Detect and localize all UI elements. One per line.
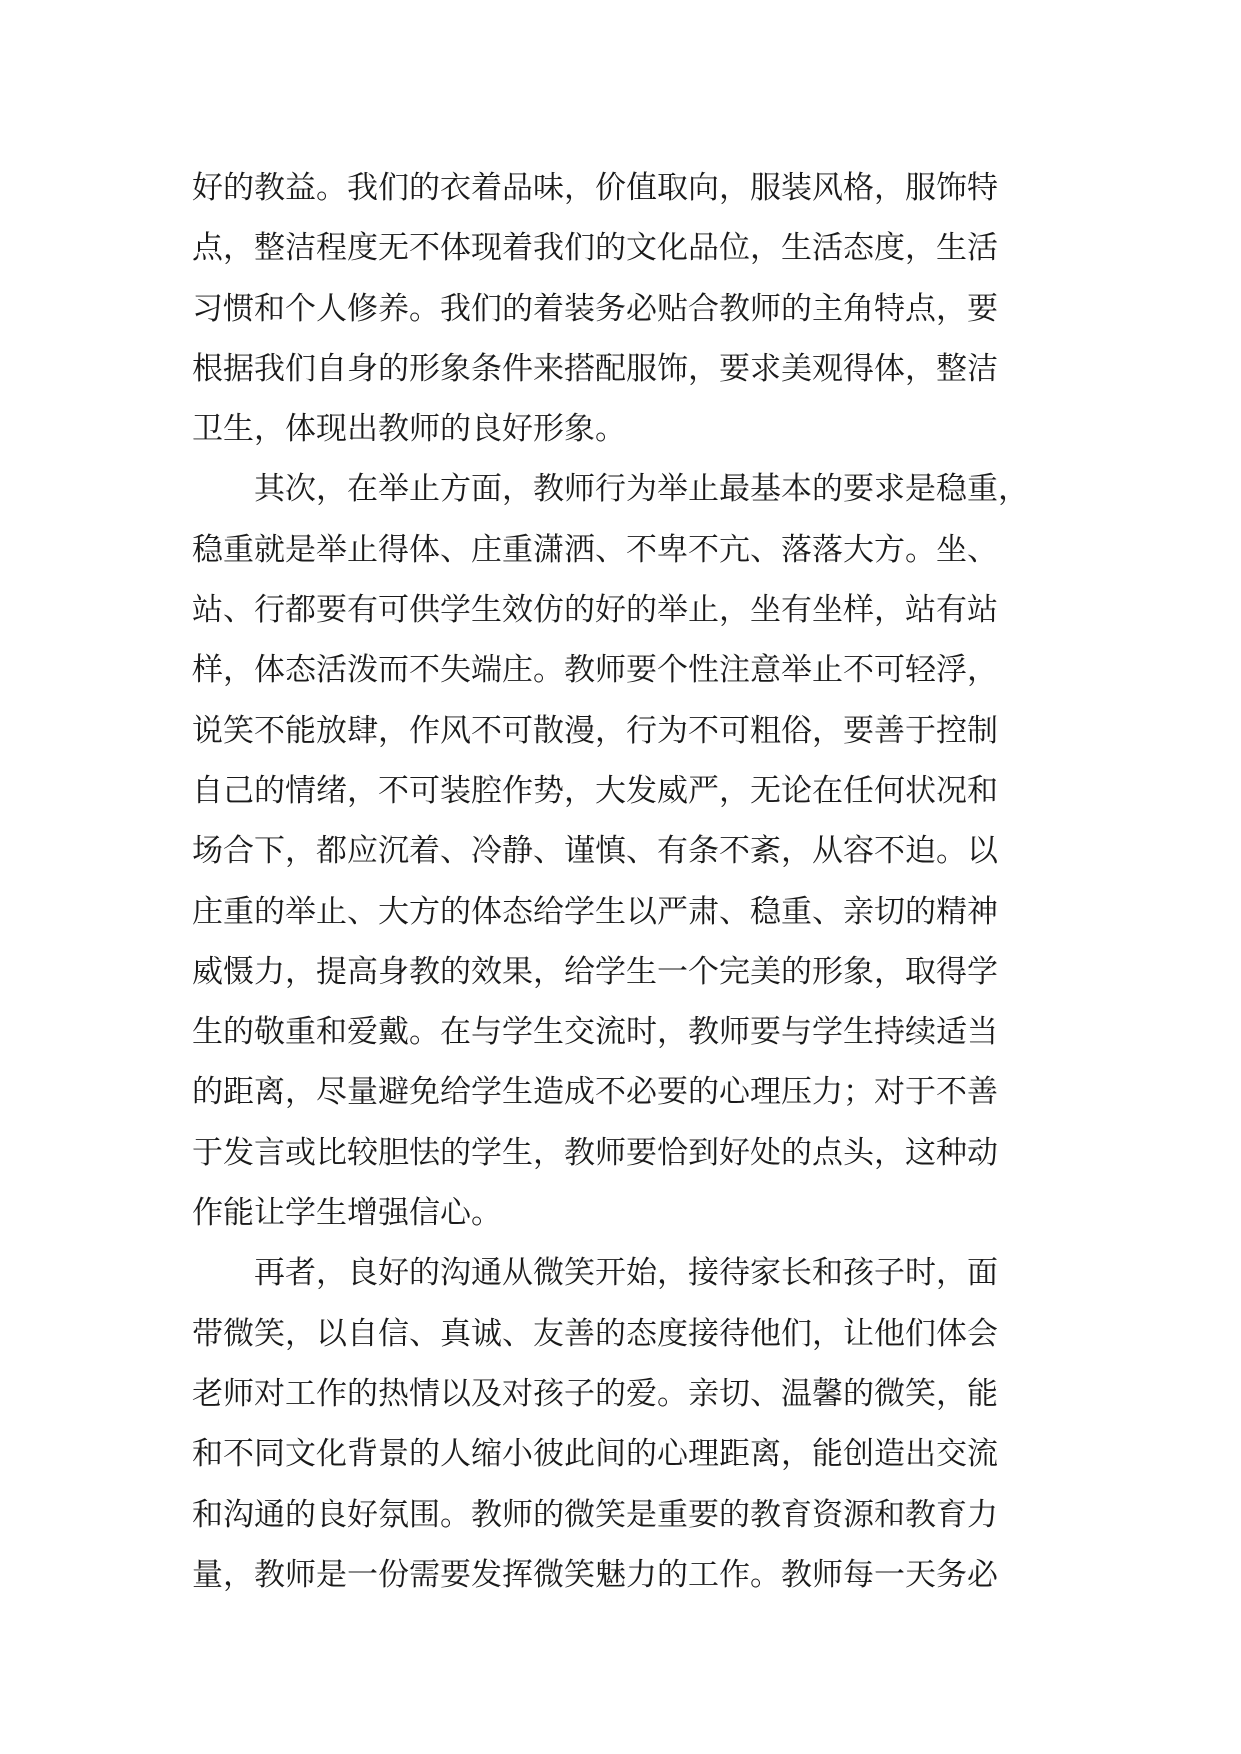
text-line: 再者，良好的沟通从微笑开始，接待家长和孩子时，面 bbox=[192, 1255, 998, 1292]
text-line: 自己的情绪，不可装腔作势，大发威严，无论在任何状况和 bbox=[192, 772, 998, 809]
text-line: 样，体态活泼而不失端庄。教师要个性注意举止不可轻浮， bbox=[192, 652, 998, 689]
text-line: 量，教师是一份需要发挥微笑魅力的工作。教师每一天务必 bbox=[192, 1556, 998, 1593]
text-line: 站、行都要有可供学生效仿的好的举止，坐有坐样，站有站 bbox=[192, 592, 998, 629]
text-line: 好的教益。我们的衣着品味，价值取向，服装风格，服饰特 bbox=[192, 170, 998, 206]
text-line: 稳重就是举止得体、庄重潇洒、不卑不亢、落落大方。坐、 bbox=[192, 531, 998, 568]
text-line: 卫生，体现出教师的良好形象。 bbox=[192, 411, 626, 448]
text-line: 点，整洁程度无不体现着我们的文化品位，生活态度，生活 bbox=[192, 230, 998, 267]
text-line: 说笑不能放肆，作风不可散漫，行为不可粗俗，要善于控制 bbox=[192, 712, 998, 749]
text-line: 威慑力，提高身教的效果，给学生一个完美的形象，取得学 bbox=[192, 953, 998, 990]
text-line: 场合下，都应沉着、冷静、谨慎、有条不紊，从容不迫。以 bbox=[192, 833, 998, 870]
text-line: 于发言或比较胆怯的学生，教师要恰到好处的点头，这种动 bbox=[192, 1134, 998, 1171]
text-line: 庄重的举止、大方的体态给学生以严肃、稳重、亲切的精神 bbox=[192, 893, 998, 930]
text-line: 的距离，尽量避免给学生造成不必要的心理压力；对于不善 bbox=[192, 1074, 998, 1111]
text-line: 根据我们自身的形象条件来搭配服饰，要求美观得体，整洁 bbox=[192, 350, 998, 387]
text-line: 和沟通的良好氛围。教师的微笑是重要的教育资源和教育力 bbox=[192, 1496, 998, 1533]
text-line: 作能让学生增强信心。 bbox=[192, 1195, 502, 1232]
text-line: 其次，在举止方面，教师行为举止最基本的要求是稳重， bbox=[192, 471, 1029, 508]
text-line: 和不同文化背景的人缩小彼此间的心理距离，能创造出交流 bbox=[192, 1436, 998, 1473]
text-line: 老师对工作的热情以及对孩子的爱。亲切、温馨的微笑，能 bbox=[192, 1375, 998, 1412]
text-line: 习惯和个人修养。我们的着装务必贴合教师的主角特点，要 bbox=[192, 290, 998, 327]
text-line: 生的敬重和爱戴。在与学生交流时，教师要与学生持续适当 bbox=[192, 1014, 998, 1051]
body-text bbox=[192, 158, 1072, 1605]
text-line: 带微笑，以自信、真诚、友善的态度接待他们，让他们体会 bbox=[192, 1315, 998, 1352]
